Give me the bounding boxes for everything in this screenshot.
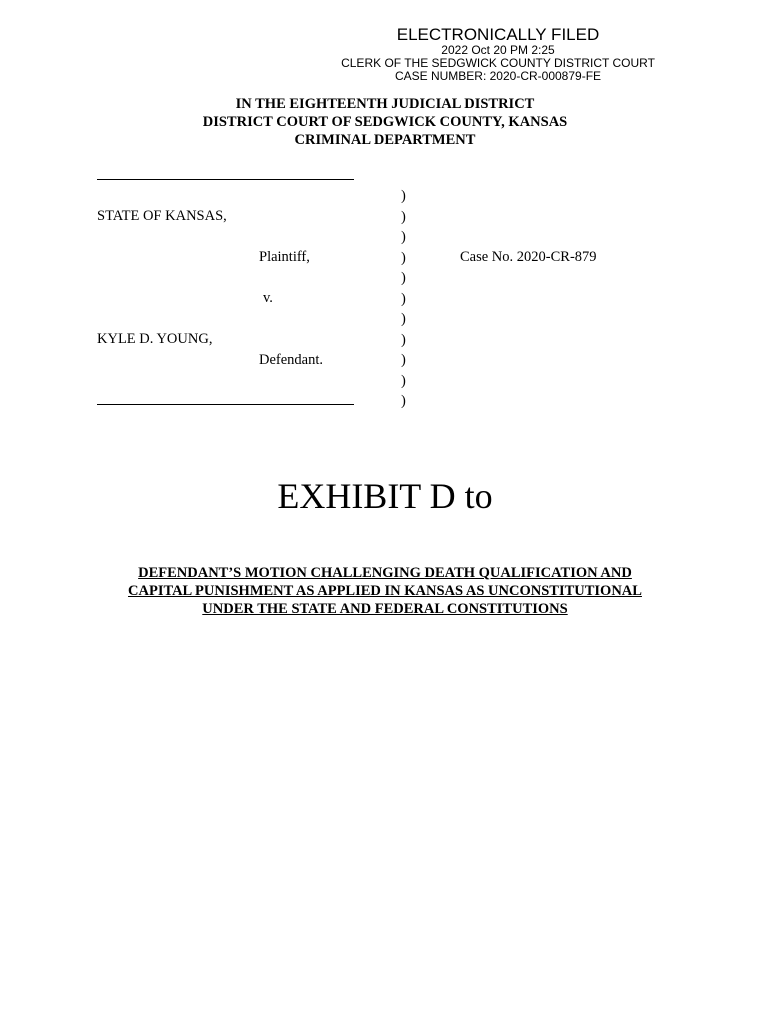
court-heading-line-1: IN THE EIGHTEENTH JUDICIAL DISTRICT <box>235 96 535 112</box>
exhibit-title: EXHIBIT D to <box>277 476 493 516</box>
defendant-role: Defendant. <box>259 352 324 368</box>
plaintiff-name: STATE OF KANSAS, <box>97 208 227 224</box>
court-heading-line-2: DISTRICT COURT OF SEDGWICK COUNTY, KANSAS <box>202 114 568 130</box>
filing-stamp-title: ELECTRONICALLY FILED <box>396 25 600 44</box>
filing-stamp-case-number: CASE NUMBER: 2020-CR-000879-FE <box>394 69 602 83</box>
case-number: Case No. 2020-CR-879 <box>460 249 597 265</box>
motion-title <box>100 564 670 618</box>
electronic-filing-stamp <box>330 26 666 83</box>
caption-top-rule <box>97 179 354 180</box>
caption-paren: ) <box>401 249 406 266</box>
filing-stamp-clerk: CLERK OF THE SEDGWICK COUNTY DISTRICT COURT <box>341 56 655 70</box>
caption-paren: ) <box>401 270 406 286</box>
caption-bottom-rule <box>97 404 354 405</box>
plaintiff-role: Plaintiff, <box>259 249 310 265</box>
caption-parenthesis-column <box>401 186 406 412</box>
caption-paren: ) <box>401 393 406 409</box>
court-heading-line-3: CRIMINAL DEPARTMENT <box>294 132 476 148</box>
caption-paren: ) <box>401 311 406 327</box>
caption-paren: ) <box>401 188 406 204</box>
caption-paren: ) <box>401 352 406 368</box>
filing-stamp-datetime: 2022 Oct 20 PM 2:25 <box>441 43 555 57</box>
caption-paren: ) <box>401 331 406 348</box>
caption-paren: ) <box>401 290 406 307</box>
caption-paren: ) <box>401 229 406 245</box>
motion-title-line-2: CAPITAL PUNISHMENT AS APPLIED IN KANSAS AS UNCONSTITUTIONAL <box>128 583 642 599</box>
defendant-name: KYLE D. YOUNG, <box>97 331 213 347</box>
motion-title-line-3: UNDER THE STATE AND FEDERAL CONSTITUTIONS <box>202 601 568 617</box>
versus-label: v. <box>263 290 273 306</box>
motion-title-line-1: DEFENDANT’S MOTION CHALLENGING DEATH QUALIFICATION AND <box>138 565 632 581</box>
caption-paren: ) <box>401 208 406 225</box>
caption-paren: ) <box>401 372 406 389</box>
court-heading <box>0 95 770 149</box>
